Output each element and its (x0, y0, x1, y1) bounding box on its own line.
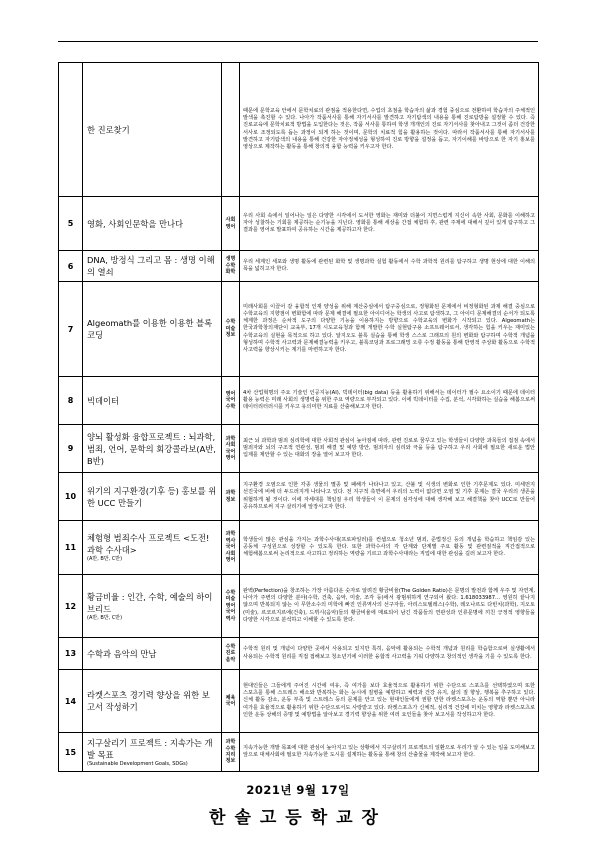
program-title (83, 425, 222, 473)
subject-list: 수학 미술 영어 국어 역사 (222, 575, 240, 638)
table-row (59, 575, 539, 638)
program-title (83, 670, 222, 733)
program-title (83, 575, 222, 638)
program-title-text: 위기의 지구환경(기후 등) 홍보를 위한 UCC 만들기 (87, 485, 217, 508)
row-number: 14 (59, 670, 83, 733)
program-subtitle: (A반, B반, C반) (87, 556, 123, 562)
program-title-text: 라켓스포츠 경기력 향상을 위한 보고서 작성하기 (87, 690, 210, 712)
table-row (59, 197, 539, 251)
row-number: 8 (59, 377, 83, 425)
program-title-text: 빅데이터 (87, 395, 120, 406)
table-row (59, 377, 539, 425)
program-title (83, 197, 222, 251)
subject-list: 사회 영어 (222, 197, 240, 251)
table-row (59, 63, 539, 197)
table-row (59, 733, 539, 772)
program-description: 지속가능한 개발 목표에 대한 관심이 높아지고 있는 상황에서 지구살리기 프로젝트의 일환으로 우리가 알 수 있는 일을 도미해보고 앞으로 대체사회에 필요한 지속가능한 도시를 설계하는 활동을 통해 창의 산출물을 제작해 보고자 한다. (240, 733, 539, 772)
subject-list: 생명 수학 화학 (222, 251, 240, 282)
program-description: 지구환경 오염으로 인한 각종 생물의 멸종 및 패해가 나타나고 있고, 산불 및 식생의 변화로 인한 기후문제도 있다. 미세먼지 선진국에 비해 더 두드러지게 나타나고 있다. 전 지구적 측면에서 우리의 노력이 없다면 오염 및 기후 문제는 결국 우리의 생존을 위협하게 될 것이다. 이에 자세대를 책임질 우리 학생들이 이 문제의 심각성에 대해 생각해 보고 해결책을 찾아 UCC로 만들어 공유하므로써 지구 살리기에 앞장서고자 한다. (240, 473, 539, 521)
row-number: 13 (59, 638, 83, 670)
subject-list: 과학 정보 (222, 473, 240, 521)
row-number: 12 (59, 575, 83, 638)
subject-list: 수학 미술 정보 (222, 282, 240, 377)
table-row (59, 425, 539, 473)
row-number: 7 (59, 282, 83, 377)
program-description: 미래사회를 이끌어 갈 융합적 인재 양성을 위해 계산중심에서 탐구중심으로, 정형화된 문제에서 비정형화된 과제 해결 중심으로 수학교육의 지향점이 변화함에 따라 문제 해결에 필요한 아이디어는 학생의 사고로 탐색하고, 그 아이디 문제해결의 순서가 되도록 체계한 과정은 순차적 도구의 다양한 기능을 이용하지는 방향으로 수학교육의 변화가 시작되고 있다. Algeomath는 한국과학창의재단이 교육부, 17개 시도교육청과 함께 개발한 수학 실현탐구용 소프트웨어로서, 생각하는 힘을 키우는 재미있는 수학교육의 실현을 목적으로 하고 있다. 알지오도 블록 실습을 통해 학생 스스로 그래프의 원의 변화와 탐구하며 수학적 개념을 형성하며 수학적 사고력과 문제해결능력을 키우고, 블록코딩과 프로그래밍 오류 수정 활동을 통해 반영적 주상화 활동으로 수학적 사고력을 향상시키는 계기를 마련하고자 한다. (240, 282, 539, 377)
program-description: 4차 산업혁명의 주요 기술인 인공지능(AI), 빅데이터(big data) 등을 활용하기 위해서는 데이터가 필수 요소이기 때문에 데이터 활용 능력은 미래 사회의 생명력을 위한 주요 역량으로 부각되고 있다. 이에 빅데이터를 수집, 분석, 시각화하는 실습을 해봄으로써 데이터리터러시를 키우고 유의미한 지료를 산출해보고자 한다. (240, 377, 539, 425)
top-rule (58, 41, 538, 42)
row-number: 6 (59, 251, 83, 282)
program-description: 우리 사회 속에서 일어나는 일은 다양한 시각에서 도서한 영화는 재미와 더불어 지면스럽게 지신이 속한 사회, 문화를 이해하고 자아 성찰하는 기회를 제공하는 순기능을 지닌다. 영화를 통해 세상을 간접 체험하 후, 관련 주제에 대해서 깊이 있게 탐구하고 그 결과를 영어로 발표하여 공유하는 시간을 제공하고자 한다. (240, 197, 539, 251)
program-description: 최근 뇌 과학과 범죄 심리학에 대한 사회적 관심이 높아짐에 따라, 관련 진로로 꿈꾸고 있는 학생들이 다양한 과목들의 접점 속에서 범죄자와 뇌의 구조적 연관성, 범죄 해결 및 예방 방안, 범죄자의 심리와 극을 등을 탐구하고 우리 사회에 필요한 새로운 법안 입제를 제안할 수 있는 대화의 장을 열어 보고자 한다. (240, 425, 539, 473)
program-title (83, 638, 222, 670)
program-description: 때문에 문학교육 안에서 문학치료의 관점을 적용한다면, 수업의 초점을 학습자의 삶과 경험 중심으로 전환하여 학습자의 주체적인 발색을 촉진할 수 있다. 나아가 작품서사를 통해 자기서사를 발견하고 자기탐색의 내용을 통해 진로탐방을 설정할 수 있다. 즉 진로교육에 문학치료적 방법을 도입한다는 것은, 작품 서사를 통하여 학생 개개인의 진로 자기서사를 찾아내고 그것이 좀더 건강한 서사로 조정되도록 돕는 과정이 되게 하는 것이며, 문학의 치료적 힘을 활용하는 것이다. 따라서 작품서사를 통해 자기서사를 발견하고 자기탐색의 내용을 통해 건강한 자아정체성을 형성하여 진로 방향을 설정을 돕고, 자기이해를 바탕으로 한 자기 홍보를 영상으로 제작하는 활동을 통해 창의적 융합 능력을 키우고자 한다. (240, 63, 539, 197)
table-row (59, 251, 539, 282)
program-title (83, 63, 222, 197)
table-row (59, 670, 539, 733)
subject-list: 과학 역사 국어 사회 영어 (222, 521, 240, 575)
row-number: 10 (59, 473, 83, 521)
subject-list: 수학 진로 음악 (222, 638, 240, 670)
program-description: 학생들이 많은 관심을 가지는 과학수사대(프로파일러)를 컨셉으로 청소년 범죄, 준법정신 등의 개념을 학습하고 책임감 있는 공동체 구성원으로 성장할 수 있도록 한다. 또한 과학수사의 각 단계와 단계별 주요 활동 및 관련질적을 직간접적으로 체험해봄으로써 논리적으로 사고하고 정리하는 역량을 기르고 과학수사대라는 직업에 대한 관심을 길러 보고자 한다. (240, 521, 539, 575)
program-subtitle: (A반, B반, C반) (87, 614, 123, 621)
table-row (59, 638, 539, 670)
program-title (83, 251, 222, 282)
subject-list: 영어 국어 수학 (222, 377, 240, 425)
row-number (59, 63, 83, 197)
table-row (59, 521, 539, 575)
program-title (83, 733, 222, 772)
program-title-text: 체험형 범죄수사 프로젝트 <도전! 과학 수사대> (87, 533, 210, 555)
table-row (59, 473, 539, 521)
row-number: 9 (59, 425, 83, 473)
program-description: 현대인들은 그들에게 주어진 시간에 여유, 즉 여가를 보다 효율적으로 활용하기 위한 수단으로 스포츠를 선택하였으며 또한 스포츠를 통해 스트레스 해소와 반복하는 화는 능시에 질병을 예방하고 체력과 건강 유지, 삶의 질 향상, 행복을 추구하고 있다. 신체 활동 감소, 운동 부족 및 스트레스 등의 문제를 안고 있는 현대인들에게 권할 만한 라켓스포츠는 운동의 역할 뿐만 아니라 여가를 효율적으로 활용하기 위한 수단으로서도 사랑받고 있다. 라켓스포츠가 신체적, 심리적 건강에 미치는 영향과 라켓스포츠로 인한 운동 상해의 증명 및 예방법을 알아보고 경기력 향상을 위한 여러 요인들을 찾아 보고서를 작성하고자 한다. (240, 670, 539, 733)
school-name: 한솔고등학교장 (209, 808, 387, 828)
program-title-text: DNA, 방정식 그리고 몸 : 생명 이해의 열쇠 (87, 255, 215, 277)
program-table (58, 62, 539, 772)
program-subtitle: (Sustainable Development Goals, SDGs) (87, 760, 188, 767)
program-title-text: 황금비율 : 인간, 수학, 예술의 하이브리드 (87, 591, 213, 614)
page (58, 41, 538, 841)
program-title (83, 473, 222, 521)
program-description: 수학적 원리 및 개념이 다양한 곳에서 사용되고 있지만 특히, 음악에 활용되는 수학적 개념과 원리를 학습함으로써 실생활에서 사용되는 수학적 원리를 직접 접해보고 청소년기에 이러한 융합적 사고력을 기워 다양하고 창의적인 생각을 기를 수 있도록 한다. (240, 638, 539, 670)
program-title-text: Algeomath를 이용한 이용한 블록코딩 (87, 318, 213, 340)
program-title-text: 양뇌 활성화 융합프로젝트 : 뇌과학, 범죄, 언어, 문학의 회강콜라보(A반, B반) (87, 431, 216, 466)
subject-list: 과학 사회 국어 영어 (222, 425, 240, 473)
program-title (83, 282, 222, 377)
program-title-text: 영화, 사회인문학을 만나다 (87, 218, 184, 229)
program-description: 우리 세계인 세포와 생명 활동에 관련된 화학 및 생명과학 실험 활동에서 수학 과학적 원리를 탐구하고 생명 현상에 대한 이해의 폭을 넓히고자 한다. (240, 251, 539, 282)
row-number: 11 (59, 521, 83, 575)
subject-list: 체육 국어 (222, 670, 240, 733)
row-number: 15 (59, 733, 83, 772)
program-title-text: 지구살리기 프로젝트 : 지속가는 개발 목표 (87, 737, 213, 760)
row-number: 5 (59, 197, 83, 251)
issue-date: 2021년 9월 17일 (246, 783, 350, 797)
program-title-text: 수학과 음악의 만남 (87, 648, 157, 659)
program-title-text: 한 진로찾기 (87, 124, 130, 135)
program-title (83, 377, 222, 425)
program-description: 완벽(Perfection)을 창조하는 가장 아름다운 숫자로 알려진 황금비율(The Golden Ratio)은 문명의 발전과 함께 우주 및 자연계, 나아가 주변의 다양한 분야(수학, 건축, 음악, 미술, 조각 등)에서 광범위하게 연구되어 왔다. 1.618033987... 영원히 끝나지 않으며 반복되지 않는 이 무한소수의 미학에 빠진 인류역사의 선구자들, 아리스토텔레스(수학), 레오나르도 다빈치(과학), 지오토(미술), 르코르지르에(건축), 드뷔시(음악)들의 황금비율에 매료되어 남긴 작품들의 연관성과 인류문명에 끼친 긍정적 영향들을 다양한 시각으로 분석하고 이해할 수 있도록 한다. (240, 575, 539, 638)
program-title (83, 521, 222, 575)
subject-list: 과학 수학 지리 정보 (222, 733, 240, 772)
table-row (59, 282, 539, 377)
subject-list (222, 63, 240, 197)
